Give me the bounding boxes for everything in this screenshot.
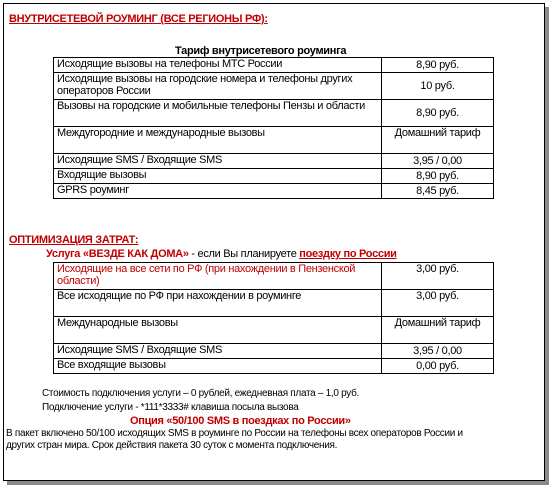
table-row (54, 263, 494, 290)
optimization-heading: ОПТИМИЗАЦИЯ ЗАТРАТ: (9, 234, 139, 246)
connection-cost-note: Стоимость подключения услуги – 0 рублей, ежедневная плата – 1,0 руб. (42, 388, 359, 399)
row-value: 8,90 руб. (382, 100, 494, 127)
row-value: 3,00 руб. (382, 263, 494, 290)
service-line (46, 248, 397, 260)
table-row (54, 359, 494, 374)
table1-title: Тариф внутрисетевого роуминга (175, 45, 347, 57)
service-tariff-table (53, 262, 494, 374)
row-value: Домашний тариф (382, 127, 494, 154)
row-value: 10 руб. (382, 73, 494, 100)
row-value: 3,95 / 0,00 (382, 154, 494, 169)
row-value: 8,90 руб. (382, 58, 494, 73)
row-label: Международные вызовы (54, 317, 382, 344)
row-label: GPRS роуминг (54, 184, 382, 199)
service-condition: - если Вы планируете (188, 248, 300, 260)
table-row (54, 58, 494, 73)
table-row (54, 169, 494, 184)
row-label: Междугородние и международные вызовы (54, 127, 382, 154)
row-value: 0,00 руб. (382, 359, 494, 374)
table-row (54, 73, 494, 100)
connection-code-note: Подключение услуги - *111*3333# клавиша посыла вызова (42, 402, 299, 413)
row-value: 8,45 руб. (382, 184, 494, 199)
table-row (54, 184, 494, 199)
roaming-tariff-table (53, 57, 494, 199)
table-row (54, 290, 494, 317)
row-label: Исходящие вызовы на телефоны МТС России (54, 58, 382, 73)
row-value: Домашний тариф (382, 317, 494, 344)
table-row (54, 127, 494, 154)
row-label: Входящие вызовы (54, 169, 382, 184)
row-label: Вызовы на городские и мобильные телефоны Пензы и области (54, 100, 382, 127)
option-description: В пакет включено 50/100 исходящих SMS в роуминге по России на телефоны всех операторов России и других стран мира. Срок действия пакета 30 суток с момента подключения. (6, 428, 463, 451)
service-name: Услуга «ВЕЗДЕ КАК ДОМА» (46, 248, 189, 260)
row-label: Все исходящие по РФ при нахождении в роуминге (54, 290, 382, 317)
table-row (54, 317, 494, 344)
service-trip: поездку по России (299, 248, 397, 260)
roaming-heading: ВНУТРИСЕТЕВОЙ РОУМИНГ (ВСЕ РЕГИОНЫ РФ): (9, 13, 268, 25)
table-row (54, 100, 494, 127)
row-value: 3,00 руб. (382, 290, 494, 317)
row-label: Все входящие вызовы (54, 359, 382, 374)
row-label: Исходящие на все сети по РФ (при нахождении в Пензенской области) (54, 263, 382, 290)
row-label: Исходящие SMS / Входящие SMS (54, 344, 382, 359)
option-title: Опция «50/100 SMS в поездках по России» (130, 415, 351, 427)
row-value: 3,95 / 0,00 (382, 344, 494, 359)
row-label: Исходящие вызовы на городские номера и телефоны других операторов России (54, 73, 382, 100)
table-row (54, 154, 494, 169)
table-row (54, 344, 494, 359)
row-value: 8,90 руб. (382, 169, 494, 184)
row-label: Исходящие SMS / Входящие SMS (54, 154, 382, 169)
